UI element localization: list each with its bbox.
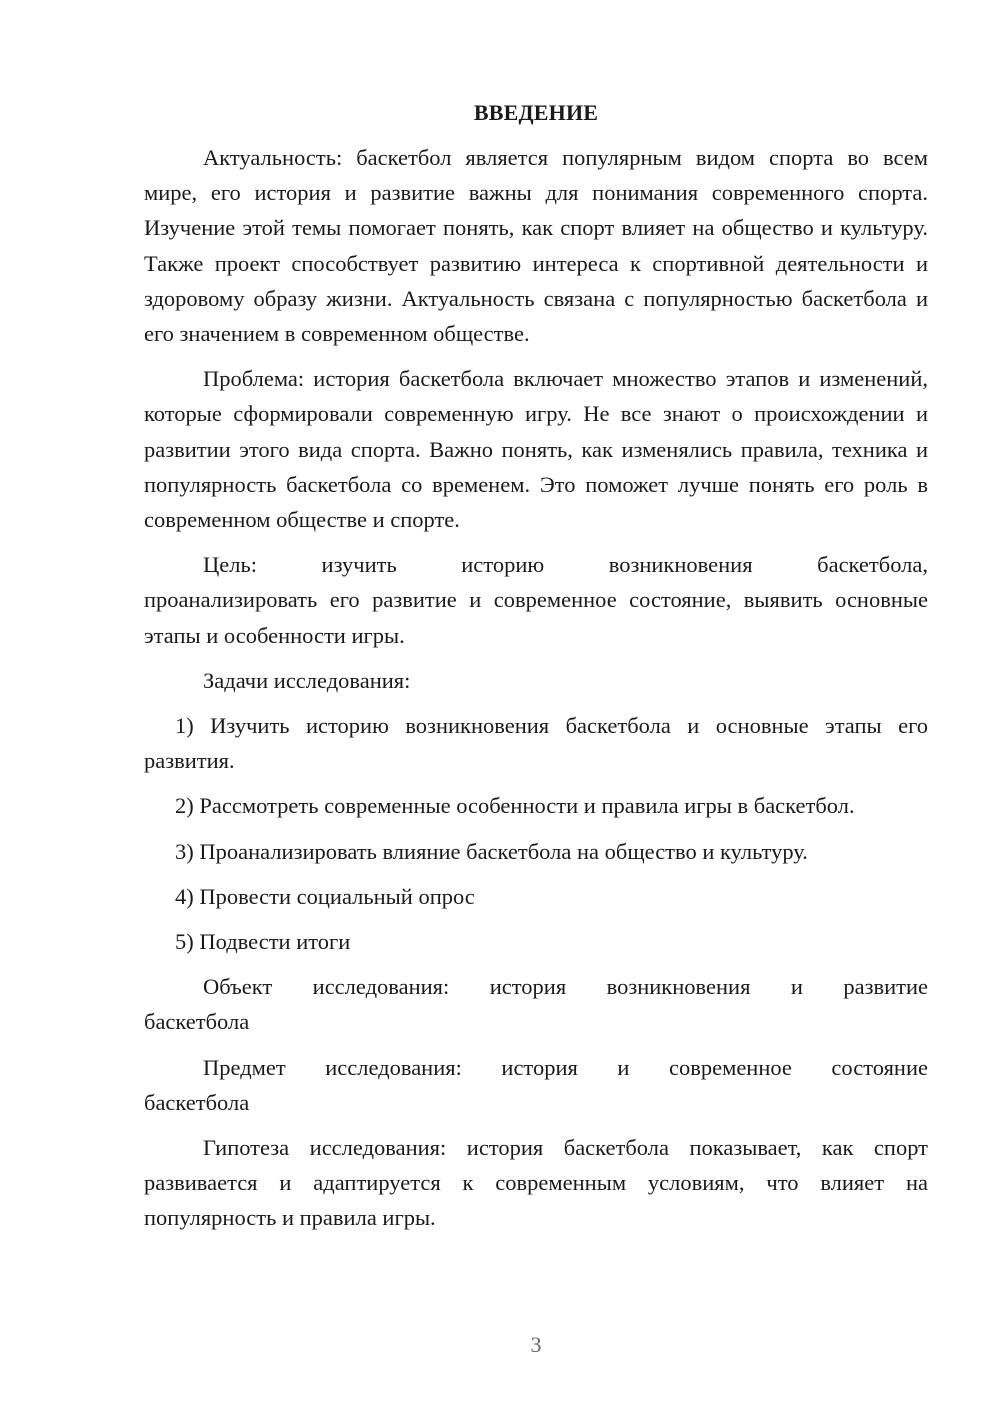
problem-paragraph: Проблема: история баскетбола включает множество этапов и изменений, которые сформировали современную игру. Не все знают о происхождении и развитии этого вида спорта. Важно понять, как изменялись правила, техника и популярность баскетбола со временем. Это поможет лучше понять его роль в современном обществе и спорте. xyxy=(144,366,928,533)
tasks-list xyxy=(144,708,928,959)
tasks-heading: Задачи исследования: xyxy=(203,667,411,693)
object-line-2: баскетбола xyxy=(144,1009,250,1035)
object-line-1: Объект исследования: история возникновения и развитие xyxy=(203,974,928,1000)
goal-line-1: Цель: изучить историю возникновения баскетбола, xyxy=(203,552,928,578)
hypothesis-paragraph: Гипотеза исследования: история баскетбола показывает, как спорт развивается и адаптируется к современным условиям, что влияет на популярность и правила игры. xyxy=(144,1135,928,1231)
object-paragraph xyxy=(144,969,928,1039)
subject-paragraph xyxy=(144,1050,928,1120)
task-item-3: 3) Проанализировать влияние баскетбола на общество и культуру. xyxy=(175,838,808,864)
document-body xyxy=(144,95,928,1246)
task-item-1: 1) Изучить историю возникновения баскетбола и основные этапы его развития. xyxy=(144,713,928,774)
subject-line-1: Предмет исследования: история и современное состояние xyxy=(203,1054,928,1080)
task-item-2: 2) Рассмотреть современные особенности и правила игры в баскетбол. xyxy=(175,793,855,819)
page-number: 3 xyxy=(530,1332,542,1357)
goal-paragraph xyxy=(144,547,928,653)
section-title: ВВЕДЕНИЕ xyxy=(473,100,599,125)
subject-line-2: баскетбола xyxy=(144,1089,250,1115)
task-item-4: 4) Провести социальный опрос xyxy=(175,883,475,909)
relevance-paragraph: Актуальность: баскетбол является популярным видом спорта во всем мире, его история и развитие важны для понимания современного спорта. Изучение этой темы помогает понять, как спорт влияет на общество и культуру. Также проект способствует развитию интереса к спортивной деятельности и здоровому образу жизни. Актуальность связана с популярностью баскетбола и его значением в современном обществе. xyxy=(144,145,928,347)
goal-line-rest: проанализировать его развитие и современное состояние, выявить основные этапы и особенности игры. xyxy=(144,587,928,648)
task-item-5: 5) Подвести итоги xyxy=(175,929,351,955)
